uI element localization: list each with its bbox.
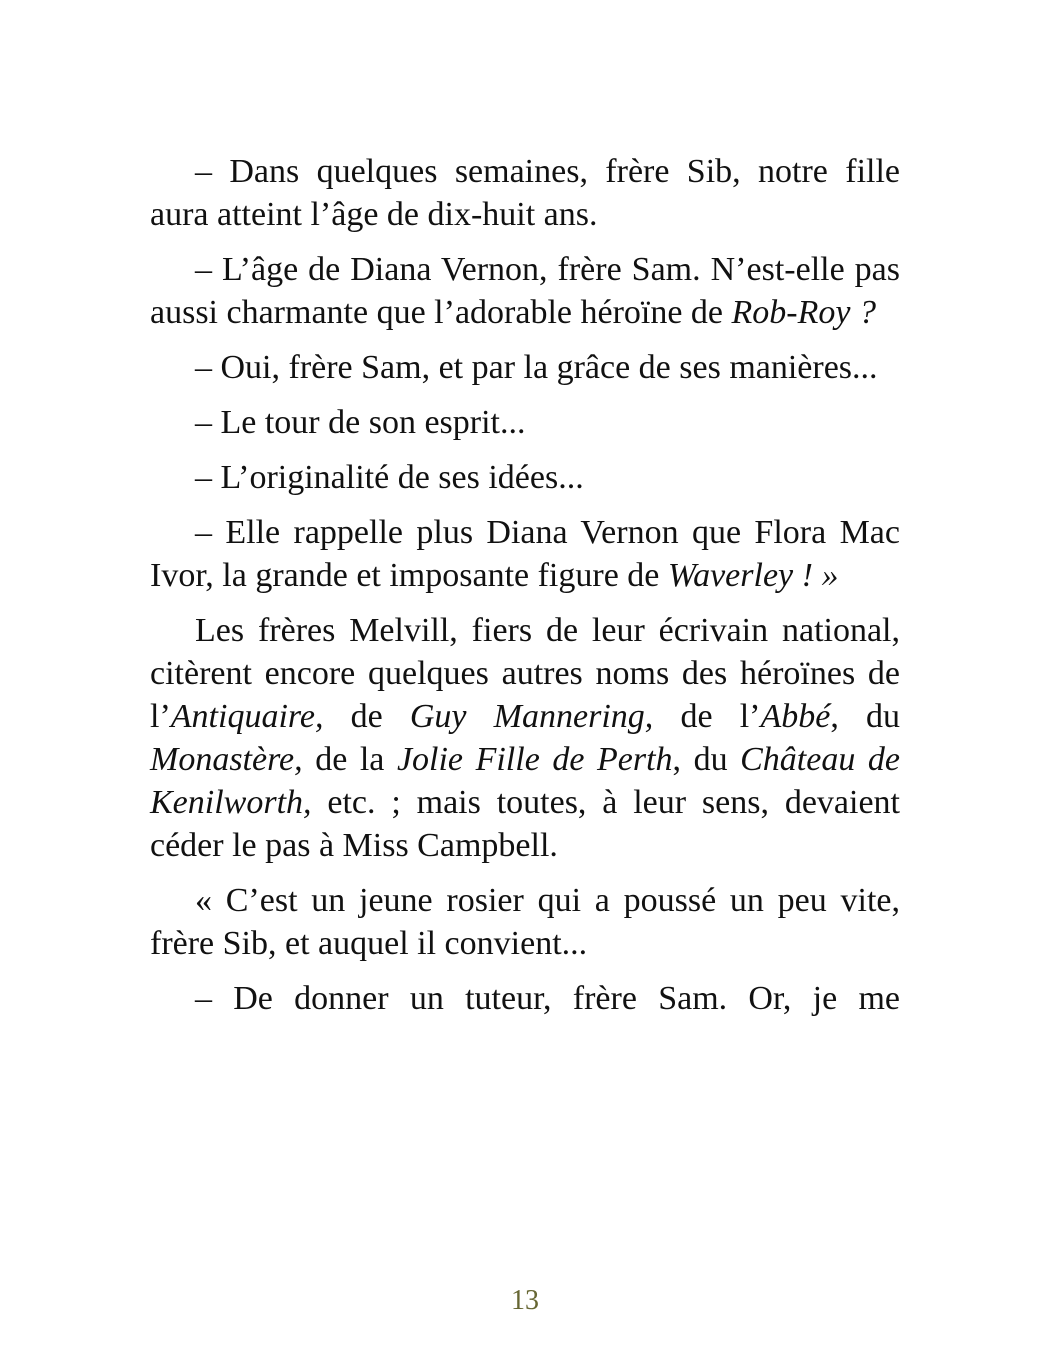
paragraph-text: – Le tour de son esprit...	[195, 404, 526, 441]
italic-title-text: Monastère,	[150, 741, 303, 778]
italic-title-text: Rob-Roy ?	[731, 294, 876, 331]
page-number: 13	[511, 1285, 539, 1316]
paragraph	[150, 248, 900, 334]
paragraph-text: – L’âge de Diana Vernon, frère Sam. N’est-elle pas aussi charmante que l’adorable héroïne de	[150, 251, 900, 331]
paragraph-text: Les frères Melvill, fiers de leur écrivain national, citèrent encore quelques autres noms des héroïnes de l’	[150, 612, 900, 735]
paragraph-text: , du	[672, 741, 741, 778]
paragraph	[150, 456, 900, 499]
paragraph-text: « C’est un jeune rosier qui a poussé un peu vite, frère Sib, et auquel il convient...	[150, 882, 900, 962]
paragraph-text: de l’	[653, 698, 761, 735]
paragraph	[150, 401, 900, 444]
paragraph-text: , du	[830, 698, 900, 735]
page-body-text	[150, 150, 900, 1032]
paragraph	[150, 977, 900, 1020]
paragraph-text: de la	[302, 741, 397, 778]
paragraph-text: – Dans quelques semaines, frère Sib, notre fille aura atteint l’âge de dix-huit ans.	[150, 153, 900, 233]
italic-title-text: Château de Kenilworth,	[150, 741, 900, 821]
paragraph	[150, 346, 900, 389]
italic-title-text: Antiquaire,	[170, 698, 324, 735]
italic-title-text: Guy Mannering,	[409, 698, 654, 735]
paragraph-text: – De donner un tuteur, frère Sam. Or, je me	[195, 980, 900, 1017]
italic-title-text: Jolie Fille de Perth	[396, 741, 673, 778]
italic-title-text: Abbé	[760, 698, 831, 735]
paragraph-text: – Oui, frère Sam, et par la grâce de ses manières...	[195, 349, 878, 386]
paragraph-text: – Elle rappelle plus Diana Vernon que Flora Mac Ivor, la grande et imposante figure de	[150, 514, 900, 594]
italic-title-text: Waverley ! »	[667, 557, 839, 594]
paragraph-text: etc. ; mais toutes, à leur sens, devaient céder le pas à Miss Campbell.	[150, 784, 900, 864]
paragraph	[150, 609, 900, 867]
paragraph-text: – L’originalité de ses idées...	[195, 459, 584, 496]
paragraph	[150, 150, 900, 236]
paragraph-text: de	[323, 698, 410, 735]
paragraph	[150, 879, 900, 965]
paragraph	[150, 511, 900, 597]
